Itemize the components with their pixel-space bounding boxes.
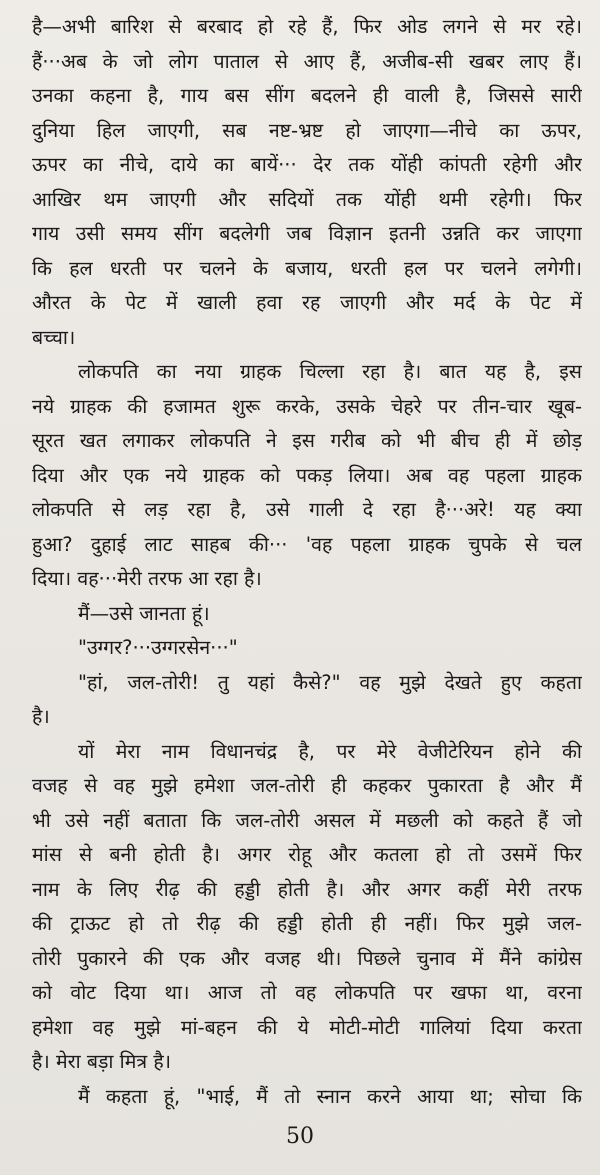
- text-line: है। मेरा बड़ा मित्र है।: [32, 1050, 172, 1073]
- text-line: है—अभी बारिश से बरबाद हो रहे हैं, फिर ओड लगने से मर रहे।: [32, 15, 582, 38]
- text-line: दिया। वह···मेरी तरफ आ रहा है।: [32, 567, 262, 590]
- text-line: नाम के लिए रीढ़ की हड्डी होती है। और अगर कहीं मेरी तरफ: [32, 877, 582, 901]
- text-line: हुआ? दुहाई लाट साहब की··· 'वह पहला ग्राहक चुपके से चल: [32, 532, 582, 556]
- text-line: हैं···अब के जो लोग पाताल से आए हैं, अजीब-सी खबर लाए हैं।: [32, 49, 582, 73]
- text-line: हमेशा वह मुझे मां-बहन की ये मोटी-मोटी गालियां दिया करता: [32, 1015, 582, 1039]
- text-line: तोरी पुकारने की एक और वजह थी। पिछले चुनाव में मैंने कांग्रेस: [32, 946, 582, 970]
- text-line: नये ग्राहक की हजामत शुरू करके, उसके चेहरे पर तीन-चार खूब-: [32, 394, 582, 418]
- text-line: बच्चा।: [32, 325, 76, 349]
- text-line: भी उसे नहीं बताता कि जल-तोरी असल में मछली को कहते हैं जो: [32, 808, 582, 832]
- text-line: सूरत खत लगाकर लोकपति ने इस गरीब को भी बीच ही में छोड़: [32, 429, 582, 452]
- text-line: कि हल धरती पर चलने के बजाय, धरती हल पर चलने लगेगी।: [32, 256, 582, 280]
- paragraph-start-line: मैं कहता हूं, "भाई, मैं तो स्नान करने आया था; सोचा कि: [78, 1084, 582, 1108]
- page-body-text: [32, 10, 582, 1114]
- paragraph-start-line: "हां, जल-तोरी! तु यहां कैसे?" वह मुझे देखते हुए कहता: [78, 670, 582, 694]
- paragraph-start-line: मैं—उसे जानता हूं।: [78, 601, 210, 625]
- paragraph-start-line: यों मेरा नाम विधानचंद्र है, पर मेरे वेजीटेरियन होने की: [78, 739, 582, 763]
- text-line: वजह से वह मुझे हमेशा जल-तोरी ही कहकर पुकारता है और मैं: [32, 774, 582, 797]
- paragraph-start-line: लोकपति का नया ग्राहक चिल्ला रहा है। बात यह है, इस: [78, 360, 582, 383]
- text-line: गाय उसी समय सींग बदलेगी जब विज्ञान इतनी उन्नति कर जाएगा: [32, 222, 582, 245]
- paragraph-start-line: "उग्गर?···उग्गरसेन···": [78, 636, 238, 659]
- text-line: दिया और एक नये ग्राहक को पकड़ लिया। अब वह पहला ग्राहक: [32, 463, 582, 487]
- text-line: मांस से बनी होती है। अगर रोहू और कतला हो तो उसमें फिर: [32, 843, 582, 866]
- text-line: उनका कहना है, गाय बस सींग बदलने ही वाली है, जिससे सारी: [32, 84, 582, 107]
- page-number: 50: [286, 1124, 314, 1149]
- text-line: ऊपर का नीचे, दाये का बायें··· देर तक योंही कांपती रहेगी और: [32, 153, 582, 176]
- text-line: लोकपति से लड़ रहा है, उसे गाली दे रहा है···अरे! यह क्या: [32, 498, 582, 521]
- text-line: दुनिया हिल जाएगी, सब नष्ट-भ्रष्ट हो जाएगा—नीचे का ऊपर,: [32, 118, 582, 142]
- text-line: आखिर थम जाएगी और सदियों तक योंही थमी रहेगी। फिर: [32, 187, 582, 211]
- text-line: को वोट दिया था। आज तो वह लोकपति पर खफा था, वरना: [32, 981, 582, 1004]
- text-line: की ट्राऊट हो तो रीढ़ की हड्डी होती ही नहीं। फिर मुझे जल-: [32, 912, 582, 935]
- text-line: है।: [32, 705, 50, 728]
- text-line: औरत के पेट में खाली हवा रह जाएगी और मर्द के पेट में: [32, 291, 582, 314]
